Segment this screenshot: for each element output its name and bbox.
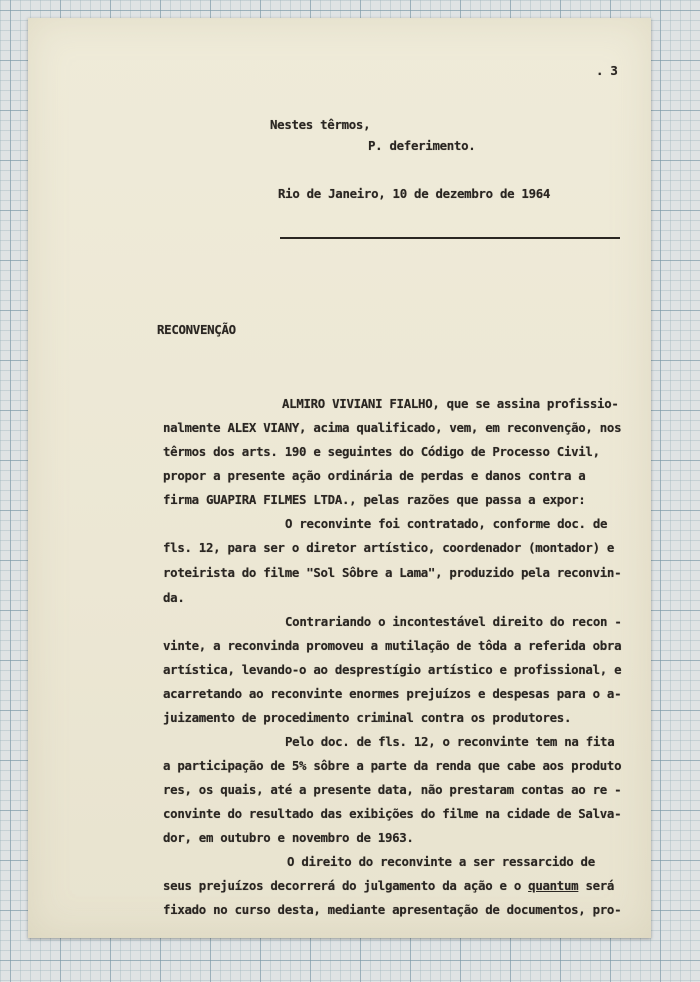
body-line: fls. 12, para ser o diretor artístico, coordenador (montador) e <box>163 540 615 555</box>
body-line: artística, levando-o ao desprestígio artístico e profissional, e <box>163 662 622 677</box>
body-line: da. <box>163 590 185 605</box>
body-line: O reconvinte foi contratado, conforme doc. de <box>285 516 608 531</box>
quantum-underlined: quantum <box>528 878 579 893</box>
body-line-text: será <box>578 878 615 893</box>
section-heading: RECONVENÇÃO <box>157 322 236 337</box>
body-line <box>163 879 614 892</box>
signature-line <box>280 237 620 239</box>
body-line: Pelo doc. de fls. 12, o reconvinte tem na fita <box>285 734 615 749</box>
body-line: a participação de 5% sôbre a parte da renda que cabe aos produto <box>163 758 622 773</box>
body-line: têrmos dos arts. 190 e seguintes do Código de Processo Civil, <box>163 444 600 459</box>
body-line: roteirista do filme "Sol Sôbre a Lama", produzido pela reconvin- <box>163 565 622 580</box>
body-line: ALMIRO VIVIANI FIALHO, que se assina profissio- <box>282 396 619 411</box>
closing-line-1: Nestes têrmos, <box>270 117 371 132</box>
closing-line-2: P. deferimento. <box>368 138 476 153</box>
body-line: acarretando ao reconvinte enormes prejuízos e despesas para o a- <box>163 686 622 701</box>
body-line: juizamento de procedimento criminal contra os produtores. <box>163 710 572 725</box>
page-number: . 3 <box>596 63 618 78</box>
body-line: fixado no curso desta, mediante apresentação de documentos, pro- <box>163 902 622 917</box>
body-line: res, os quais, até a presente data, não prestaram contas ao re - <box>163 782 622 797</box>
body-line: O direito do reconvinte a ser ressarcido de <box>287 854 595 869</box>
place-date: Rio de Janeiro, 10 de dezembro de 1964 <box>278 186 551 201</box>
body-line: propor a presente ação ordinária de perdas e danos contra a <box>163 468 586 483</box>
body-line: nalmente ALEX VIANY, acima qualificado, vem, em reconvenção, nos <box>163 420 622 435</box>
body-line: Contrariando o incontestável direito do recon - <box>285 614 622 629</box>
body-line: vinte, a reconvinda promoveu a mutilação de tôda a referida obra <box>163 638 622 653</box>
body-line-text: seus prejuízos decorrerá do julgamento da ação e o <box>163 878 529 893</box>
body-line: convinte do resultado das exibições do filme na cidade de Salva- <box>163 806 622 821</box>
body-line: firma GUAPIRA FILMES LTDA., pelas razões que passa a expor: <box>163 492 586 507</box>
body-line: dor, em outubro e novembro de 1963. <box>163 830 414 845</box>
